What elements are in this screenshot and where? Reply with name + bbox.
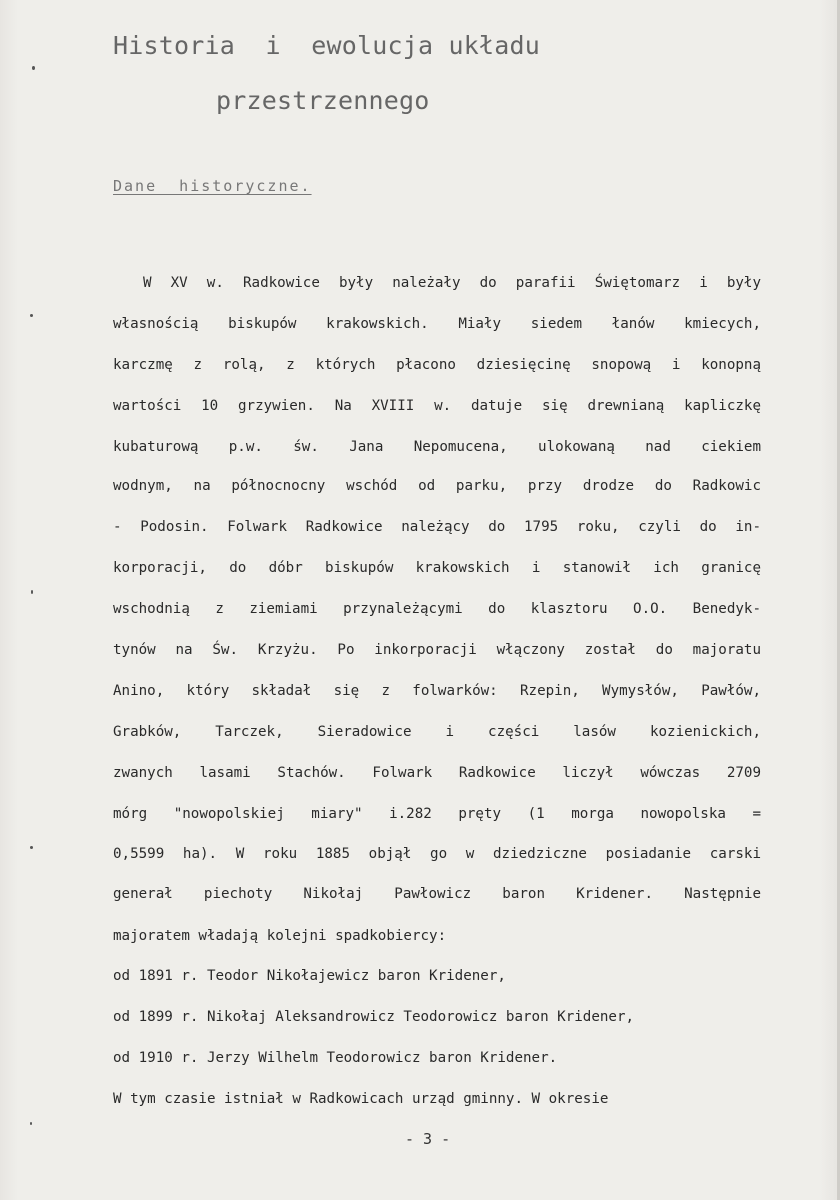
- scan-speck: [30, 1122, 32, 1125]
- body-line: Anino, który składał się z folwarków: Rzepin, Wymysłów, Pawłów,: [113, 683, 761, 699]
- page-number: - 3 -: [405, 1130, 451, 1148]
- body-line: generał piechoty Nikołaj Pawłowicz baron Kridener. Następnie: [113, 886, 761, 902]
- body-line: karczmę z rolą, z których płacono dziesięcinę snopową i konopną: [113, 357, 761, 373]
- body-line: wartości 10 grzywien. Na XVIII w. datuje się drewnianą kapliczkę: [113, 398, 761, 414]
- body-line: kubaturową p.w. św. Jana Nepomucena, ulokowaną nad ciekiem: [113, 439, 761, 455]
- body-line: własnością biskupów krakowskich. Miały siedem łanów kmiecych,: [113, 316, 761, 332]
- scan-speck: [30, 846, 33, 849]
- body-line: wodnym, na północnocny wschód od parku, przy drodze do Radkowic: [113, 478, 761, 494]
- document-title-line-2: przestrzennego: [216, 86, 430, 115]
- body-line: zwanych lasami Stachów. Folwark Radkowice liczył wówczas 2709: [113, 765, 761, 781]
- body-line: od 1899 r. Nikołaj Aleksandrowicz Teodorowicz baron Kridener,: [113, 1009, 635, 1025]
- body-line: wschodnią z ziemiami przynależącymi do klasztoru O.O. Benedyk-: [113, 601, 761, 617]
- body-line: majoratem władają kolejni spadkobiercy:: [113, 928, 447, 944]
- body-line: tynów na Św. Krzyżu. Po inkorporacji włączony został do majoratu: [113, 642, 761, 658]
- body-line: korporacji, do dóbr biskupów krakowskich i stanowił ich granicę: [113, 560, 761, 576]
- body-line: 0,5599 ha). W roku 1885 objął go w dziedziczne posiadanie carski: [113, 846, 761, 862]
- body-line: W tym czasie istniał w Radkowicach urząd gminny. W okresie: [113, 1091, 609, 1107]
- body-line: Grabków, Tarczek, Sieradowice i części lasów kozienickich,: [113, 724, 761, 740]
- body-line: W XV w. Radkowice były należały do parafii Świętomarz i były: [143, 275, 761, 291]
- scan-speck: [32, 66, 35, 70]
- body-line: od 1910 r. Jerzy Wilhelm Teodorowicz baron Kridener.: [113, 1050, 558, 1066]
- scan-speck: [30, 314, 33, 317]
- scan-speck: [31, 590, 33, 594]
- body-line: - Podosin. Folwark Radkowice należący do 1795 roku, czyli do in-: [113, 519, 761, 535]
- document-title-line-1: Historia i ewolucja układu: [113, 31, 541, 60]
- section-heading: Dane historyczne.: [113, 177, 312, 195]
- body-line: mórg "nowopolskiej miary" i.282 pręty (1 morga nowopolska =: [113, 806, 761, 822]
- body-line: od 1891 r. Teodor Nikołajewicz baron Kridener,: [113, 968, 506, 984]
